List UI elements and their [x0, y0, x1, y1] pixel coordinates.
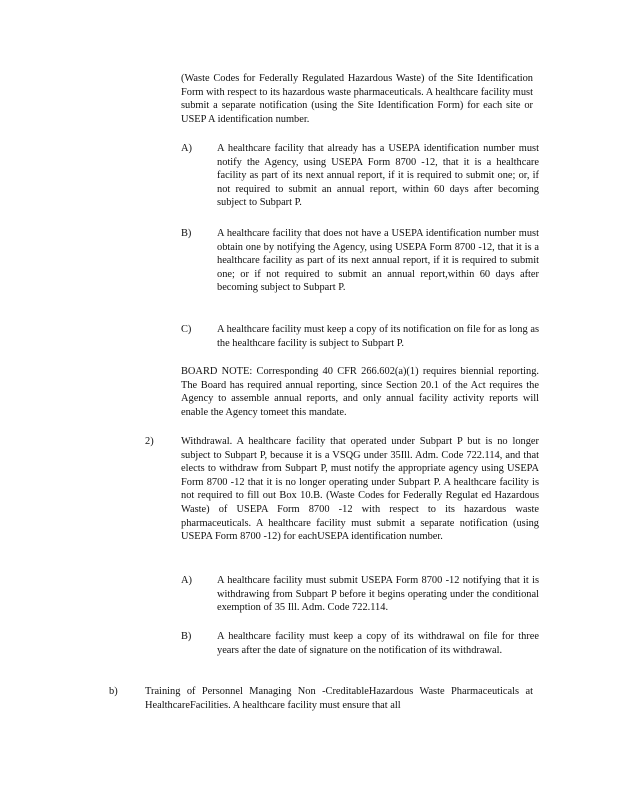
item-2-label: 2) [145, 436, 154, 447]
section-b-label: b) [109, 686, 118, 697]
item-b-text: A healthcare facility that does not have a USEPA identification number must obtain one by notifying the Agency, using USEPA Form 8700 -12, that it is a healthcare facility as part of its next annual report, if it is required to submit one; or if not required to submit an annual report,within 60 days after becoming subject to Subpart P. [217, 228, 539, 294]
withdrawal-item-a-text: A healthcare facility must submit USEPA Form 8700 -12 notifying that it is withdrawing from Subpart P before it begins operating under the conditional exemption of 35 Ill. Adm. Code 722.114. [217, 575, 539, 614]
withdrawal-item-a-label: A) [181, 575, 192, 586]
item-c-text: A healthcare facility must keep a copy of its notification on file for as long as the healthcare facility is subject to Subpart P. [217, 324, 539, 349]
board-note: BOARD NOTE: Corresponding 40 CFR 266.602(a)(1) requires biennial reporting. The Board has required annual reporting, since Section 20.1 of the Act requires the Agency to assemble annual reports, and only annual facility activity reports will enable the Agency tomeet this mandate. [181, 366, 539, 418]
item-a-label: A) [181, 143, 192, 154]
section-b-text: Training of Personnel Managing Non -CreditableHazardous Waste Pharmaceuticals at HealthcareFacilities. A healthcare facility must ensure that all [145, 686, 533, 711]
withdrawal-item-b-text: A healthcare facility must keep a copy of its withdrawal on file for three years after the date of signature on the notification of its withdrawal. [217, 631, 539, 656]
item-c-label: C) [181, 324, 192, 335]
item-b-label: B) [181, 228, 192, 239]
withdrawal-item-b-label: B) [181, 631, 192, 642]
item-2-text: Withdrawal. A healthcare facility that operated under Subpart P but is no longer subject to Subpart P, because it is a VSQG under 35Ill. Adm. Code 722.114, and that elects to withdraw from Subpart P, must notify the appropriate agency using USEPA Form 8700 -12 that it is no longer operating under Subpart P. A healthcare facility is not required to fill out Box 10.B. (Waste Codes for Federally Regulat ed Hazardous Waste) of USEPA Form 8700 -12 with respect to its hazardous waste pharmaceuticals. A healthcare facility must submit a separate notification (using USEPA Form 8700 -12) for eachUSEPA identification number. [181, 436, 539, 543]
item-a-text: A healthcare facility that already has a USEPA identification number must notify the Agency, using USEPA Form 8700 -12, that it is a healthcare facility as part of its next annual report, if it is required to submit one; or, if not required to submit an annual report, within 60 days after becoming subject to Subpart P. [217, 143, 539, 209]
intro-paragraph: (Waste Codes for Federally Regulated Hazardous Waste) of the Site Identification Form with respect to its hazardous waste pharmaceuticals. A healthcare facility must submit a separate notification (using the Site Identification Form) for each site or USEP A identification number. [181, 73, 533, 125]
